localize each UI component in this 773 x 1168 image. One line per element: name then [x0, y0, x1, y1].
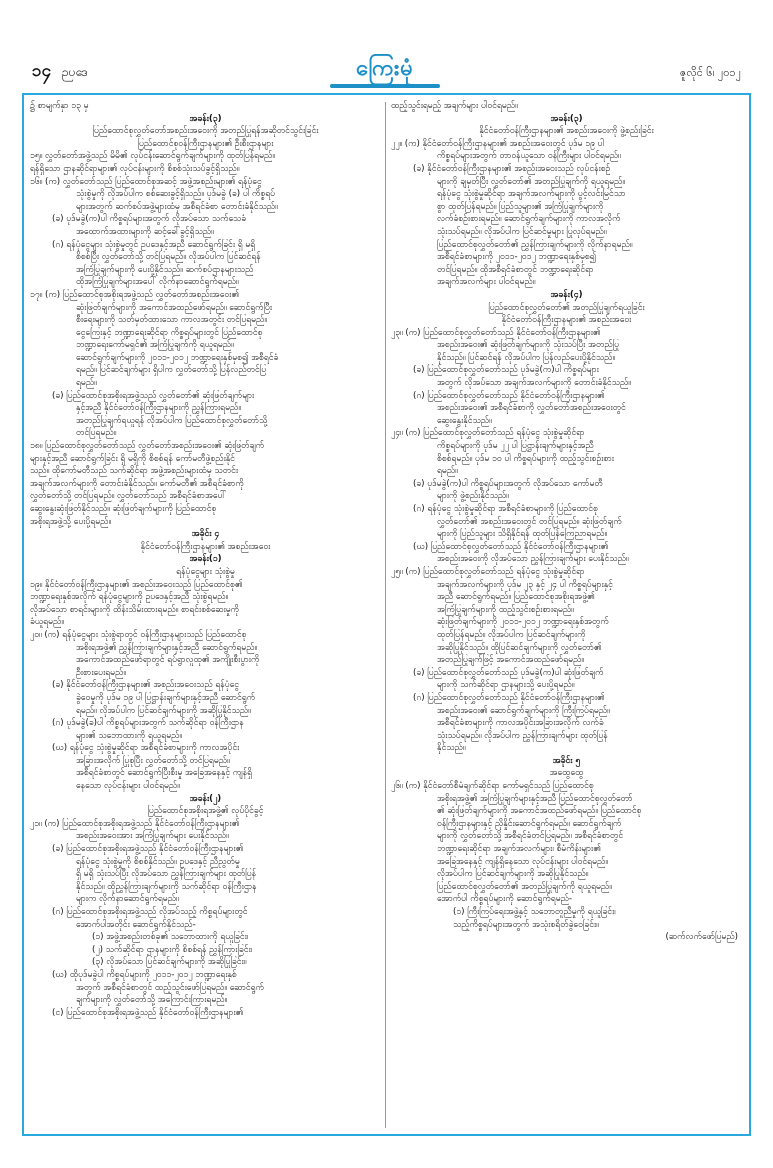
text-line: အခန်း(၂) — [189, 793, 222, 804]
text-line: ဆွေးနွေးနိုင်သည်။ — [437, 415, 492, 426]
text-line: အစီရင်ခံစာတွင် ဆောင်ရွက်ပြီးစီးမှု အခြေအနေနှင့် ကျန်ရှိ — [76, 768, 253, 779]
text-line: ရန်ပုံငွေများ သုံးစွဲမှု — [176, 566, 235, 577]
text-line: အစည်းအဝေး၏ ဆုံးဖြတ်ချက်များကို သုံးသပ်ပြီး အတည်ပြု — [437, 340, 619, 351]
text-line: ပြည်ထောင်စုလွှတ်တော်အစည်းအဝေးကို အတည်ပြုရန်အဆိုတင်သွင်းခြင်း — [92, 126, 319, 137]
text-line: အထောက်အထားများကို ဆင့်ခေါ်ခွင့်ရှိသည်။ — [76, 226, 214, 237]
text-line: (ဃ) ရန်ပုံငွေ သုံးစွဲမှုဆိုင်ရာ အစီရင်ခံစာများကို ကာလအပိုင်း — [52, 743, 240, 754]
text-line: အခန်း(၄) — [550, 289, 583, 300]
text-line: အစိုးရအဖွဲ့၏ ညွှန်ကြားချက်များနှင့်အညီ ဆောင်ရွက်ရမည်။ — [76, 642, 258, 653]
text-line: ပြည်ထောင်စုအစိုးရအဖွဲ့၏ လုပ်ပိုင်ခွင့် — [147, 806, 264, 817]
text-line: ၁၉။ နိုင်ငံတော်ဝန်ကြီးဌာနများ၏ အစည်းအဝေးသည် ပြည်ထောင်စု၏ — [30, 579, 243, 590]
text-line: ဘဏ္ဍာရေးနှစ်အလိုက် ရန်ပုံငွေများကို ဥပဒေနှင့်အညီ သုံးစွဲရမည်။ — [30, 592, 229, 603]
text-line: ဘဏ္ဍာရေးကော်မရှင်၏ အကြံပြုချက်ကို ရယူရမည်။ — [76, 340, 234, 351]
text-line: ဆွေးနွေးဆုံးဖြတ်နိုင်သည်။ ဆုံးဖြတ်ချက်များကို ပြည်ထောင်စု — [30, 504, 217, 514]
text-line: အစိုးရအဖွဲ့သို့ ပေးပို့ရမည်။ — [30, 516, 112, 527]
newspaper-masthead-logo: ကြေးမုံ — [356, 56, 414, 81]
text-line: (ခ) ပြည်ထောင်စုအစိုးရအဖွဲ့သည် လွှတ်တော်၏ ဆုံးဖြတ်ချက်များ — [52, 390, 255, 401]
text-line: အချက်အလက်များကို ပုဒ်မ ၂၃ နှင့် ၂၄ ပါ ကိစ္စရပ်များနှင့် — [437, 579, 613, 590]
text-line: အညီ ဆောင်ရွက်ရမည်။ ပြည်ထောင်စုအစိုးရအဖွဲ့၏ — [437, 592, 595, 603]
text-line: များနှင့်အညီ ဆောင်ရွက်ခြင်း ရှိ မရှိကို စိစစ်ရန် ကော်မတီဖွဲ့စည်းနိုင် — [30, 453, 235, 464]
text-line: ရန်ရှိသော ဌာနဆိုင်ရာများ၏ လုပ်ငန်းများကို စိစစ်သုံးသပ်ခွင့်ရှိသည်။ — [30, 163, 240, 174]
masthead-swoosh — [330, 84, 440, 88]
text-line: အောက်ပါအတိုင်း ဆောင်ရွက်နိုင်သည်- — [76, 919, 196, 930]
text-line: အဆိုပြုနိုင်သည်။ ထိုပြင်ဆင်ချက်များကို လွှတ်တော်၏ — [437, 642, 602, 653]
text-line: ပြည်ထောင်စုလွှတ်တော်၏ ညွှန်ကြားချက်များကို လိုက်နာရမည်။ — [437, 239, 633, 250]
text-line: ထိုအကြံပြုချက်များအပေါ် လိုက်နာဆောင်ရွက်ရမည်။ — [76, 277, 239, 288]
text-line: သုံးသပ်ရမည်။ လိုအပ်ပါက ပြင်ဆင်မှုများ ပြုလုပ်ရမည်။ — [437, 226, 607, 237]
text-line: ထည့်သွင်းရမည့် အချက်များ ပါဝင်ရမည်။ — [391, 101, 518, 111]
text-line: အစည်းအဝေးအား အကြံပြုချက်များ ပေးနိုင်သည်။ — [76, 831, 229, 842]
text-line: အတွက် အစီရင်ခံစာတွင် ထည့်သွင်းဖော်ပြရမည်။ ဆောင်ရွက် — [76, 982, 264, 993]
text-line: ဘဏ္ဍာရေးဆိုင်ရာ အချက်အလက်များ၊ စီမံကိန်းများ၏ — [437, 844, 601, 855]
text-line: (ခ) ပြည်ထောင်စုအစိုးရအဖွဲ့သည် နိုင်ငံတော်ဝန်ကြီးဌာနများ၏ — [52, 844, 244, 855]
page-number: ၁၄ — [32, 61, 52, 81]
text-line: နိုင်ငံတော်ဝန်ကြီးဌာနများ၏ အစည်းအဝေး — [501, 315, 632, 326]
text-line: နိုင်သည်။ ပြင်ဆင်ရန် လိုအပ်ပါက ပြန်လည်ပေးပို့နိုင်သည်။ — [437, 352, 616, 363]
text-line: (ခ) ပြည်ထောင်စုလွှတ်တော်သည် ပုဒ်မခွဲ(က)ပါ ဆုံးဖြတ်ချက် — [413, 667, 604, 678]
text-line: (၂) သက်ဆိုင်ရာ ဌာနများကို စိစစ်ရန် ညွှန်ကြားခြင်း၊ — [92, 944, 253, 955]
issue-date: ဇူလိုင် ၆၊ ၂၀၁၂ — [679, 66, 741, 79]
text-line: ၁၆။ (က) လွှတ်တော်သည် ပြည်ထောင်စုအဆင့် အဖွဲ့အစည်းများ၏ ရန်ပုံငွေ — [30, 176, 262, 187]
text-line: (ဂ) ရန်ပုံငွေ သုံးစွဲမှုဆိုင်ရာ အစီရင်ခံစာများကို ပြည်ထောင်စု — [413, 504, 598, 514]
text-line: ရှိ မရှိ သုံးသပ်ပြီး လိုအပ်သော ညွှန်ကြားချက်များ ထုတ်ပြန် — [76, 869, 257, 880]
text-line: (ဂ) ပုဒ်မခွဲ(ခ)ပါ ကိစ္စရပ်များအတွက် သက်ဆိုင်ရာ ဝန်ကြီးဌာန — [52, 718, 244, 729]
text-line: စွာ ထုတ်ပြန်ရမည်။ ပြည်သူများ၏ အကြံပြုချက်များကို — [437, 201, 604, 212]
text-line: လွှတ်တော်သို့ တင်ပြရမည်။ လွှတ်တော်သည် အစီရင်ခံစာအပေါ် — [30, 491, 227, 502]
text-line: လိုအပ်ပါက ပြင်ဆင်ချက်များကို အဆိုပြုနိုင်သည်။ — [437, 869, 589, 880]
text-line: ၁၇။ (က) ပြည်ထောင်စုအစိုးရအဖွဲ့သည် လွှတ်တော်အစည်းအဝေး၏ — [30, 289, 240, 300]
text-line: စိစစ်ရမည်။ ပုဒ်မ ၁၀ ပါ ကိစ္စရပ်များကို ထည့်သွင်းစဉ်းစား — [437, 453, 614, 464]
text-line: ၏ ဆုံးဖြတ်ချက်များကို အကောင်အထည်ဖော်ရမည်။ ပြည်ထောင်စု — [437, 806, 642, 817]
text-line: နိုင်သည်။ ထိုညွှန်ကြားချက်များကို သက်ဆိုင်ရာ ဝန်ကြီးဌာန — [76, 881, 257, 892]
text-line: ထုတ်ပြန်ရမည်။ လိုအပ်ပါက ပြင်ဆင်ချက်များကို — [437, 629, 586, 640]
text-line: အကောင်အထည်ဖော်ရာတွင် ရပ်ရွာလူထု၏ အကျိုးစီးပွားကို — [76, 655, 260, 666]
text-line: တင်ပြရမည်။ — [76, 428, 117, 439]
text-line: (င) ပြည်ထောင်စုအစိုးရအဖွဲ့သည် နိုင်ငံတော်ဝန်ကြီးဌာနများ၏ — [52, 1007, 244, 1018]
text-line: သုံးသပ်ရမည်။ လိုအပ်ပါက ညွှန်ကြားချက်များ ထုတ်ပြန် — [437, 730, 608, 741]
text-line: (၁) ကြီးကြပ်ရေးအဖွဲ့နှင့် သဘောတူညီမှုကို ရယူခြင်း၊ — [453, 907, 616, 917]
text-line: အစည်းအဝေး၏ အစီရင်ခံစာကို လွှတ်တော်အစည်းအဝေးတွင် — [437, 403, 626, 414]
text-line: များအတွက် ဆက်စပ်အဖွဲ့များထံမှ အစီရင်ခံစာ တောင်းခံနိုင်သည်။ — [76, 201, 278, 212]
text-line: အစည်းအဝေး၏ ဆောင်ရွက်ချက်များကို ကြီးကြပ်ရမည်။ — [437, 705, 610, 716]
text-line: စီးရေးများကို သတ်မှတ်ထားသော ကာလအတွင်း တင်ပြရမည်။ — [76, 315, 267, 326]
text-line: အတည်ပြုချက်ဖြင့် အကောင်အထည်ဖော်ရမည်။ — [437, 655, 584, 666]
text-line: အတည်ပြုချက်ရယူရန် လိုအပ်ပါက ပြည်ထောင်စုလွှတ်တော်သို့ — [76, 415, 268, 426]
text-line: ဆုံးဖြတ်ချက်များကို ၂၀၁၁-၂၀၁၂ ဘဏ္ဍာရေးနှစ်အတွက် — [437, 617, 609, 628]
text-line: ၂၆။ (က) နိုင်ငံတော်စီမံချက်ဆိုင်ရာ ကော်မရှင်သည် ပြည်ထောင်စု — [391, 781, 594, 792]
text-line: (ခ) ပြည်ထောင်စုလွှတ်တော်သည် ပုဒ်မခွဲ(က)ပါ ကိစ္စရပ်များ — [413, 365, 599, 376]
text-line: နိုင်သည်။ — [437, 743, 466, 754]
text-line: နေသော လုပ်ငန်းများ ပါဝင်ရမည်။ — [76, 781, 180, 792]
text-line: များက လိုက်နာဆောင်ရွက်ရမည်။ — [76, 894, 179, 905]
text-line: များကို သက်ဆိုင်ရာ ဌာနများသို့ ပေးပို့ရမည်။ — [437, 680, 575, 691]
left-column — [30, 100, 381, 1130]
text-line: ပြည်ထောင်စုလွှတ်တော်၏ အတည်ပြုချက်ကို ရယူရမည်။ — [437, 881, 612, 892]
text-line: ဆုံးဖြတ်ချက်များကို အကောင်အထည်ဖော်ရမည်။ ဆောင်ရွက်ပြီး — [76, 302, 273, 313]
text-line: အခြားအလိုက် ပြုစုပြီး လွှတ်တော်သို့ တင်ပြရမည်။ — [76, 755, 230, 766]
text-line: ပြည်ထောင်စုလွှတ်တော်၏ အတည်ပြုချက်ရယူခြင်း — [488, 302, 645, 313]
text-line: အစိုးရအဖွဲ့၏ အကြံပြုချက်များနှင့်အညီ ပြည်ထောင်စုလွှတ်တော် — [437, 793, 633, 804]
text-line: (ဂ) ပြည်ထောင်စုလွှတ်တော်သည် နိုင်ငံတော်ဝန်ကြီးဌာနများ၏ — [413, 390, 605, 401]
text-line: (ဆက်လက်ဖော်ပြမည်) — [665, 932, 738, 943]
text-line: (၃) လိုအပ်သော ပြင်ဆင်ချက်များကို အဆိုပြုခြင်း။ — [92, 957, 247, 968]
text-line: (ဃ) ထိုပုဒ်မခွဲပါ ကိစ္စရပ်များကို ၂၀၁၁-၂၀၁၂ ဘဏ္ဍာရေးနှစ် — [52, 969, 237, 980]
text-line: အကြံပြုချက်များကို ထည့်သွင်းစဉ်းစားရမည်။ — [437, 604, 574, 615]
text-line: အစည်းအဝေးကို လိုအပ်သော ညွှန်ကြားချက်များ ပေးနိုင်သည်။ — [437, 554, 629, 565]
text-line: အခန်း(၃) — [550, 113, 583, 124]
text-line: တင်ပြရမည်။ ထိုအစီရင်ခံစာတွင် ဘဏ္ဍာရေးဆိုင်ရာ — [437, 264, 594, 275]
text-line: ရမည်။ ပြင်ဆင်ချက်များ ရှိပါက လွှတ်တော်သို့ ပြန်လည်တင်ပြ — [76, 365, 267, 376]
text-line: အခိုင်း ၄ — [191, 529, 220, 540]
page-header — [0, 0, 773, 92]
text-line: များ၏ သဘောထားကို ရယူရမည်။ — [76, 730, 183, 741]
text-line: များကို ပြည်သူများ သိရှိနိုင်ရန် ထုတ်ပြန်ကြေညာရမည်။ — [437, 529, 608, 540]
text-line: အခြေအနေနှင့် ကျန်ရှိနေသော လုပ်ငန်းများ ပါဝင်ရမည်။ — [437, 856, 608, 867]
text-line: ပြည်ထောင်စုဝန်ကြီးဌာနများ၏ ဦးစီးဌာနများ — [137, 138, 274, 149]
text-line: အစီရင်ခံစာများကို ကာလအပိုင်းအခြားအလိုက် လက်ခံ — [437, 718, 604, 729]
text-line: ၂၅။ (က) ပြည်ထောင်စုလွှတ်တော်သည် ရန်ပုံငွေ သုံးစွဲမှုဆိုင်ရာ — [391, 566, 585, 577]
text-line: ၂၃။ (က) ပြည်ထောင်စုလွှတ်တော်သည် နိုင်ငံတော်ဝန်ကြီးဌာနများ၏ — [391, 327, 601, 338]
text-line: အစီရင်ခံစာများကို ၂၀၁၁-၂၀၁၂ ဘဏ္ဍာရေးနှစ်မှစ၍ — [437, 252, 597, 263]
text-line: ချက်များကို လွှတ်တော်သို့ အကြောင်းကြားရမည်။ — [76, 995, 228, 1006]
text-line: အကြံပြုချက်များကို ပေးပို့နိုင်သည်။ ဆက်စပ်ဌာနများသည် — [76, 264, 254, 275]
text-line: သည့်ကိစ္စရပ်များအတွက် အသုံးစရိတ်ခွဲဝေခြင်း။ — [453, 919, 599, 930]
text-line: ငွေကြေးနှင့် ဘဏ္ဍာရေးဆိုင်ရာ ကိစ္စရပ်များတွင် ပြည်ထောင်စု — [76, 327, 263, 338]
text-line: များကို လွှတ်တော်သို့ အစီရင်ခံတင်ပြရမည်။ အစီရင်ခံစာတွင် — [437, 831, 624, 842]
text-line: အခန်း(၃) — [189, 113, 222, 124]
text-line: ရန်ပုံငွေ သုံးစွဲမှုဆိုင်ရာ အချက်အလက်များကို ပွင့်လင်းမြင်သာ — [437, 189, 626, 200]
text-line: နှင့်အညီ နိုင်ငံတော်ဝန်ကြီးဌာနများကို ညွှန်ကြားရမည်။ — [76, 403, 241, 414]
text-line: ၂၄။ (က) ပြည်ထောင်စုလွှတ်တော်သည် ရန်ပုံငွေ သုံးစွဲမှုဆိုင်ရာ — [391, 428, 585, 439]
text-line: (ဂ) ရန်ပုံငွေများ သုံးစွဲမှုတွင် ဥပဒေနှင့်အညီ ဆောင်ရွက်ခြင်း ရှိ မရှိ — [52, 239, 256, 250]
text-line: စိစစ်ပြီး လွှတ်တော်သို့ တင်ပြရမည်။ လိုအပ်ပါက ပြင်ဆင်ရန် — [76, 252, 261, 263]
text-line: လွှတ်တော်၏ အစည်းအဝေးတွင် တင်ပြရမည်။ ဆုံးဖြတ်ချက် — [437, 516, 622, 527]
text-line: သုံးစွဲမှုကို လိုအပ်ပါက စစ်ဆေးခွင့်ရှိသည်။ ပုဒ်မခွဲ (ခ) ပါ ကိစ္စရပ် — [76, 189, 276, 200]
text-line: ၌ စာမျက်နှာ ၁၃ မှ — [30, 101, 89, 111]
text-line: အခိုင်း ၅ — [552, 755, 581, 766]
text-line: ဝန်ကြီးဌာနများနှင့် ညှိနှိုင်းဆောင်ရွက်ရမည်။ ဆောင်ရွက်ချက် — [437, 818, 622, 829]
text-line: အောက်ပါ ကိစ္စရပ်များကို ဆောင်ရွက်ရမည်- — [437, 894, 573, 905]
text-line: ရမည်။ — [76, 378, 97, 389]
text-line: (၁) အဖွဲ့အစည်းတစ်ခု၏ သဘောထားကို ရယူခြင်း၊ — [92, 932, 249, 943]
right-column — [391, 100, 742, 1130]
section-label: ဉပဒေ — [62, 65, 88, 79]
text-line: များကို ချမှတ်ပြီး လွှတ်တော်၏ အတည်ပြုချက်ကို ရယူရမည်။ — [437, 176, 625, 187]
text-line: များကို ဖွဲ့စည်းနိုင်သည်။ — [437, 491, 509, 502]
text-line: နိုင်ငံတော်ဝန်ကြီးဌာနများ၏ အစည်းအဝေးကို ဖွဲ့စည်းခြင်း — [479, 126, 654, 137]
text-line: ရမည်။ — [437, 466, 458, 477]
text-line: (ဂ) ပြည်ထောင်စုအစိုးရအဖွဲ့သည် လိုအပ်သည့် ကိစ္စရပ်များတွင် — [52, 907, 248, 917]
text-line: အခန်း(၁) — [189, 554, 222, 565]
text-line: အချက်အလက်များ ပါဝင်ရမည်။ — [437, 277, 536, 288]
text-line: လိုအပ်သော စာရင်းများကို ထိန်းသိမ်းထားရမည်။ စာရင်းစစ်ဆေးမှုကို — [30, 604, 240, 615]
text-line: (ခ) ပုဒ်မခွဲ(က)ပါ ကိစ္စရပ်များအတွက် လိုအပ်သော သက်သေခံ — [52, 214, 247, 225]
text-line: (ဃ) ပြည်ထောင်စုလွှတ်တော်သည် နိုင်ငံတော်ဝန်ကြီးဌာနများ၏ — [413, 541, 609, 552]
text-line: ခွဲဝေမှုကို ပုဒ်မ ၁၉ ပါ ပြဋ္ဌာန်းချက်များနှင့်အညီ ဆောင်ရွက် — [76, 692, 256, 703]
text-line: နိုင်ငံတော်ဝန်ကြီးဌာနများ၏ အစည်းအဝေး — [140, 541, 271, 552]
text-line: အတွက် လိုအပ်သော အချက်အလက်များကို တောင်းခံနိုင်သည်။ — [437, 378, 631, 389]
text-line: ဆောင်ရွက်ချက်များကို ၂၀၁၁-၂၀၁၂ ဘဏ္ဍာရေးနှစ်မှစ၍ အစီရင်ခံ — [76, 352, 279, 363]
text-line: ရန်ပုံငွေ သုံးစွဲမှုကို စိစစ်နိုင်သည်။ ဥပဒေနှင့် ညီညွတ်မှု — [76, 856, 240, 867]
text-line: (ဂ) ပြည်ထောင်စုလွှတ်တော်သည် နိုင်ငံတော်ဝန်ကြီးဌာနများ၏ — [413, 692, 605, 703]
text-line: ၁၅။ လွှတ်တော်အဖွဲ့သည် မိမိ၏ လုပ်ငန်းဆောင်ရွက်ချက်များကို ထုတ်ပြန်ရမည်။ — [30, 151, 275, 162]
text-line: ကိစ္စရပ်များကို ပုဒ်မ ၂၂ ပါ ပြဋ္ဌာန်းချက်များနှင့်အညီ — [437, 441, 594, 452]
text-line: (ခ) နိုင်ငံတော်ဝန်ကြီးဌာနများ၏ အစည်းအဝေးသည် ရန်ပုံငွေ — [52, 680, 240, 691]
text-line: ဦးစားပေးရမည်။ — [76, 667, 127, 678]
column-divider — [385, 102, 386, 1128]
text-line: ၂၂။ (က) နိုင်ငံတော်ဝန်ကြီးဌာနများ၏ အစည်းအဝေးတွင် ပုဒ်မ ၁၉ ပါ — [391, 138, 605, 149]
text-line: ကိစ္စရပ်များအတွက် တာဝန်ယူသော ဝန်ကြီးများ ပါဝင်ရမည်။ — [437, 151, 621, 162]
text-line: ၁၈။ ပြည်ထောင်စုလွှတ်တော်သည် လွှတ်တော်အစည်းအဝေး၏ ဆုံးဖြတ်ချက် — [30, 441, 265, 452]
text-line: အထွေထွေ — [549, 768, 584, 779]
text-line: ရမည်။ လိုအပ်ပါက ပြင်ဆင်ချက်များကို အဆိုပြုနိုင်သည်။ — [76, 705, 251, 716]
text-line: (ခ) ပုဒ်မခွဲ(က)ပါ ကိစ္စရပ်များအတွက် လိုအပ်သော ကော်မတီ — [413, 478, 603, 489]
text-line: ၂၀။ (က) ရန်ပုံငွေများ သုံးစွဲရာတွင် ဝန်ကြီးဌာနများသည် ပြည်ထောင်စု — [30, 629, 247, 640]
text-line: သည်။ ထိုကော်မတီသည် သက်ဆိုင်ရာ အဖွဲ့အစည်းများထံမှ သတင်း — [30, 466, 239, 477]
text-line: ၂၁။ (က) ပြည်ထောင်စုအစိုးရအဖွဲ့သည် နိုင်ငံတော်ဝန်ကြီးဌာနများ၏ — [30, 818, 240, 829]
text-line: လက်ခံစဉ်းစားရမည်။ ဆောင်ရွက်ချက်များကို ကာလအလိုက် — [437, 214, 621, 225]
text-line: အချက်အလက်များကို တောင်းခံနိုင်သည်။ ကော်မတီ၏ အစီရင်ခံစာကို — [30, 478, 244, 489]
text-line: ခံယူရမည်။ — [30, 617, 64, 628]
text-line: (ခ) နိုင်ငံတော်ဝန်ကြီးဌာနများ၏ အစည်းအဝေးသည် လုပ်ငန်းစဉ် — [413, 163, 611, 174]
